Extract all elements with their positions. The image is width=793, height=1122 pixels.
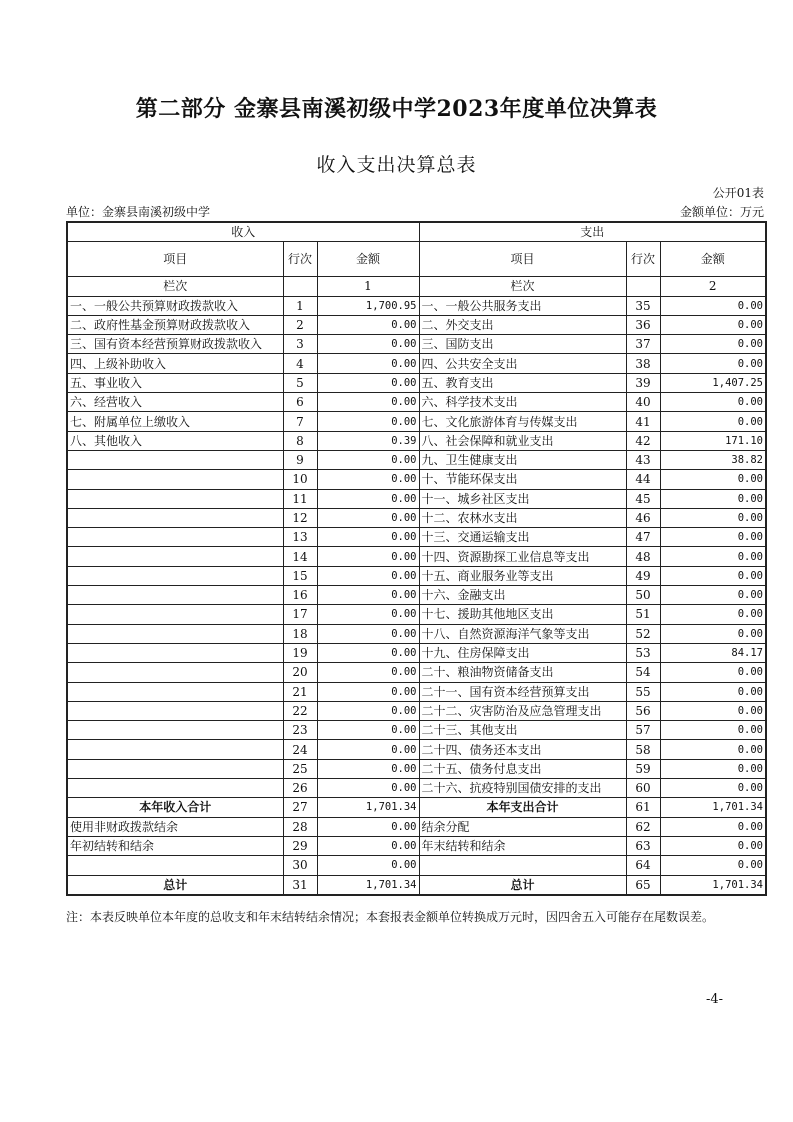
expense-amount: 0.00 [660,335,766,354]
section-header-row [67,222,766,242]
expense-amount: 0.00 [660,296,766,315]
expense-row-no: 49 [626,566,660,585]
column-order-row [67,277,766,296]
expense-item: 十二、农林水支出 [419,508,626,527]
income-row-no: 30 [283,856,317,875]
expense-item: 十一、城乡社区支出 [419,489,626,508]
expense-row-no: 58 [626,740,660,759]
income-amount: 0.00 [317,373,419,392]
income-item: 六、经营收入 [67,393,283,412]
income-item [67,528,283,547]
page-number: -4- [706,992,724,1007]
income-row-no: 12 [283,508,317,527]
expense-amount: 0.00 [660,412,766,431]
expense-row-no: 55 [626,682,660,701]
table-row [67,373,766,392]
income-item: 三、国有资本经营预算财政拨款收入 [67,335,283,354]
expense-row-no: 60 [626,779,660,798]
income-amount: 0.00 [317,412,419,431]
income-amount: 1,701.34 [317,875,419,895]
income-amount: 0.00 [317,643,419,662]
income-amount: 0.00 [317,450,419,469]
income-amount: 0.00 [317,566,419,585]
table-note: 注：本表反映单位本年度的总收支和年末结转结余情况；本套报表金额单位转换成万元时，因四舍五入可能存在尾数误差。 [66,910,715,924]
expense-item: 本年支出合计 [419,798,626,817]
income-amount: 0.00 [317,508,419,527]
income-amount: 0.00 [317,721,419,740]
income-amount: 0.00 [317,547,419,566]
expense-row-no: 41 [626,412,660,431]
income-amount: 0.00 [317,528,419,547]
expense-item: 二十、粮油物资储备支出 [419,663,626,682]
income-row-no: 31 [283,875,317,895]
table-row [67,701,766,720]
expense-amount: 0.00 [660,315,766,334]
income-amount: 0.00 [317,759,419,778]
expense-row-no: 39 [626,373,660,392]
income-row-no: 19 [283,643,317,662]
income-item [67,779,283,798]
expense-amount: 0.00 [660,721,766,740]
expense-row-no: 64 [626,856,660,875]
income-amount: 0.00 [317,856,419,875]
expense-item: 三、国防支出 [419,335,626,354]
income-row-no: 6 [283,393,317,412]
income-row-no: 13 [283,528,317,547]
income-item: 七、附属单位上缴收入 [67,412,283,431]
income-row-no: 25 [283,759,317,778]
expense-amount: 0.00 [660,836,766,855]
expense-amount: 0.00 [660,354,766,373]
table-row [67,412,766,431]
table-number: 公开01表 [712,186,764,200]
expense-row-no: 59 [626,759,660,778]
expense-amount: 0.00 [660,566,766,585]
expense-row-no-header: 行次 [626,242,660,277]
table-row [67,470,766,489]
income-row-no: 8 [283,431,317,450]
expense-column-number: 2 [660,277,766,296]
table-row [67,836,766,855]
expense-item: 十四、资源勘探工业信息等支出 [419,547,626,566]
table-row [67,547,766,566]
income-section-header: 收入 [67,222,419,242]
expense-amount: 1,407.25 [660,373,766,392]
income-item: 八、其他收入 [67,431,283,450]
income-row-no: 28 [283,817,317,836]
expense-item: 八、社会保障和就业支出 [419,431,626,450]
income-item [67,701,283,720]
expense-item-header: 项目 [419,242,626,277]
table-row [67,798,766,817]
expense-amount: 0.00 [660,624,766,643]
expense-column-order-label: 栏次 [419,277,626,296]
expense-amount: 0.00 [660,508,766,527]
income-item [67,566,283,585]
table-title: 收入支出决算总表 [316,154,477,176]
table-row [67,566,766,585]
income-amount: 0.00 [317,586,419,605]
income-item [67,489,283,508]
expense-amount: 0.00 [660,759,766,778]
expense-item: 十、节能环保支出 [419,470,626,489]
income-amount: 1,700.95 [317,296,419,315]
income-item [67,605,283,624]
expense-amount: 0.00 [660,547,766,566]
table-row [67,489,766,508]
income-row-no: 20 [283,663,317,682]
income-row-no-header: 行次 [283,242,317,277]
income-item [67,759,283,778]
expense-item [419,856,626,875]
table-row [67,508,766,527]
expense-amount: 0.00 [660,740,766,759]
table-row [67,315,766,334]
expense-item: 二十一、国有资本经营预算支出 [419,682,626,701]
expense-item: 四、公共安全支出 [419,354,626,373]
income-item: 一、一般公共预算财政拨款收入 [67,296,283,315]
table-row [67,856,766,875]
expense-row-no: 38 [626,354,660,373]
reporting-unit: 单位：金寨县南溪初级中学 [66,205,211,219]
income-row-no: 17 [283,605,317,624]
expense-row-no: 61 [626,798,660,817]
income-row-no: 5 [283,373,317,392]
income-item: 四、上级补助收入 [67,354,283,373]
expense-item: 年末结转和结余 [419,836,626,855]
part-title: 第二部分 金寨县南溪初级中学2023年度单位决算表 [135,96,658,122]
expense-item: 九、卫生健康支出 [419,450,626,469]
expense-amount: 0.00 [660,470,766,489]
income-item [67,721,283,740]
expense-amount: 84.17 [660,643,766,662]
income-item [67,663,283,682]
expense-row-no: 43 [626,450,660,469]
expense-amount-header: 金额 [660,242,766,277]
income-item-header: 项目 [67,242,283,277]
expense-amount: 0.00 [660,605,766,624]
table-row [67,875,766,895]
table-row [67,740,766,759]
expense-item: 二十二、灾害防治及应急管理支出 [419,701,626,720]
expense-amount: 0.00 [660,586,766,605]
income-item [67,740,283,759]
table-row [67,393,766,412]
income-row-no: 9 [283,450,317,469]
income-row-no: 18 [283,624,317,643]
income-row-no: 26 [283,779,317,798]
expense-amount: 0.00 [660,701,766,720]
expense-row-no: 56 [626,701,660,720]
table-row [67,817,766,836]
budget-summary-table [66,221,767,896]
expense-amount: 1,701.34 [660,875,766,895]
income-amount: 0.00 [317,335,419,354]
table-row [67,605,766,624]
income-amount: 0.39 [317,431,419,450]
expense-row-no: 48 [626,547,660,566]
income-item: 二、政府性基金预算财政拨款收入 [67,315,283,334]
expense-item: 二、外交支出 [419,315,626,334]
expense-row-no: 51 [626,605,660,624]
income-row-no: 3 [283,335,317,354]
income-amount: 1,701.34 [317,798,419,817]
expense-item: 五、教育支出 [419,373,626,392]
income-amount-header: 金额 [317,242,419,277]
income-row-no: 15 [283,566,317,585]
income-column-order-label: 栏次 [67,277,283,296]
income-item: 使用非财政拨款结余 [67,817,283,836]
expense-amount: 0.00 [660,489,766,508]
income-item [67,856,283,875]
expense-item: 七、文化旅游体育与传媒支出 [419,412,626,431]
income-item [67,624,283,643]
expense-amount: 0.00 [660,779,766,798]
income-item [67,586,283,605]
income-amount: 0.00 [317,624,419,643]
expense-item: 十三、交通运输支出 [419,528,626,547]
income-item [67,547,283,566]
expense-amount: 0.00 [660,393,766,412]
income-amount: 0.00 [317,663,419,682]
blank-cell [283,277,317,296]
table-row [67,586,766,605]
expense-section-header: 支出 [419,222,766,242]
expense-item: 二十六、抗疫特别国债安排的支出 [419,779,626,798]
income-row-no: 29 [283,836,317,855]
income-row-no: 7 [283,412,317,431]
income-row-no: 21 [283,682,317,701]
table-row [67,450,766,469]
expense-row-no: 45 [626,489,660,508]
income-item [67,682,283,701]
expense-row-no: 46 [626,508,660,527]
expense-row-no: 65 [626,875,660,895]
income-item: 本年收入合计 [67,798,283,817]
expense-amount: 0.00 [660,528,766,547]
income-amount: 0.00 [317,315,419,334]
income-row-no: 22 [283,701,317,720]
table-row [67,759,766,778]
income-amount: 0.00 [317,489,419,508]
income-amount: 0.00 [317,740,419,759]
income-item [67,470,283,489]
expense-amount: 38.82 [660,450,766,469]
income-item: 五、事业收入 [67,373,283,392]
expense-row-no: 54 [626,663,660,682]
table-row [67,721,766,740]
income-amount: 0.00 [317,470,419,489]
income-row-no: 14 [283,547,317,566]
expense-row-no: 57 [626,721,660,740]
income-item [67,508,283,527]
expense-item: 一、一般公共服务支出 [419,296,626,315]
table-row [67,335,766,354]
amount-unit: 金额单位：万元 [679,205,764,219]
expense-item: 总计 [419,875,626,895]
income-item [67,643,283,662]
income-item: 年初结转和结余 [67,836,283,855]
expense-row-no: 40 [626,393,660,412]
income-row-no: 2 [283,315,317,334]
expense-row-no: 37 [626,335,660,354]
income-row-no: 11 [283,489,317,508]
expense-row-no: 50 [626,586,660,605]
expense-row-no: 63 [626,836,660,855]
expense-item: 二十五、债务付息支出 [419,759,626,778]
income-row-no: 10 [283,470,317,489]
expense-amount: 0.00 [660,663,766,682]
expense-item: 十五、商业服务业等支出 [419,566,626,585]
income-amount: 0.00 [317,701,419,720]
expense-amount: 1,701.34 [660,798,766,817]
income-row-no: 4 [283,354,317,373]
income-amount: 0.00 [317,393,419,412]
expense-item: 十九、住房保障支出 [419,643,626,662]
income-row-no: 27 [283,798,317,817]
expense-amount: 0.00 [660,817,766,836]
expense-item: 十八、自然资源海洋气象等支出 [419,624,626,643]
income-item [67,450,283,469]
table-row [67,779,766,798]
table-row [67,643,766,662]
expense-item: 十七、援助其他地区支出 [419,605,626,624]
expense-amount: 0.00 [660,856,766,875]
income-amount: 0.00 [317,354,419,373]
income-row-no: 16 [283,586,317,605]
income-column-number: 1 [317,277,419,296]
expense-row-no: 53 [626,643,660,662]
expense-item: 结余分配 [419,817,626,836]
expense-item: 二十四、债务还本支出 [419,740,626,759]
expense-item: 六、科学技术支出 [419,393,626,412]
table-row [67,431,766,450]
table-row [67,296,766,315]
income-amount: 0.00 [317,682,419,701]
expense-row-no: 44 [626,470,660,489]
income-row-no: 23 [283,721,317,740]
income-amount: 0.00 [317,605,419,624]
table-row [67,663,766,682]
table-row [67,624,766,643]
expense-row-no: 36 [626,315,660,334]
income-row-no: 1 [283,296,317,315]
income-amount: 0.00 [317,817,419,836]
table-row [67,682,766,701]
expense-amount: 171.10 [660,431,766,450]
table-row [67,528,766,547]
expense-row-no: 47 [626,528,660,547]
income-amount: 0.00 [317,779,419,798]
income-item: 总计 [67,875,283,895]
expense-row-no: 35 [626,296,660,315]
expense-amount: 0.00 [660,682,766,701]
column-header-row [67,242,766,277]
income-amount: 0.00 [317,836,419,855]
blank-cell [626,277,660,296]
expense-item: 十六、金融支出 [419,586,626,605]
expense-item: 二十三、其他支出 [419,721,626,740]
expense-row-no: 42 [626,431,660,450]
table-row [67,354,766,373]
expense-row-no: 62 [626,817,660,836]
expense-row-no: 52 [626,624,660,643]
income-row-no: 24 [283,740,317,759]
